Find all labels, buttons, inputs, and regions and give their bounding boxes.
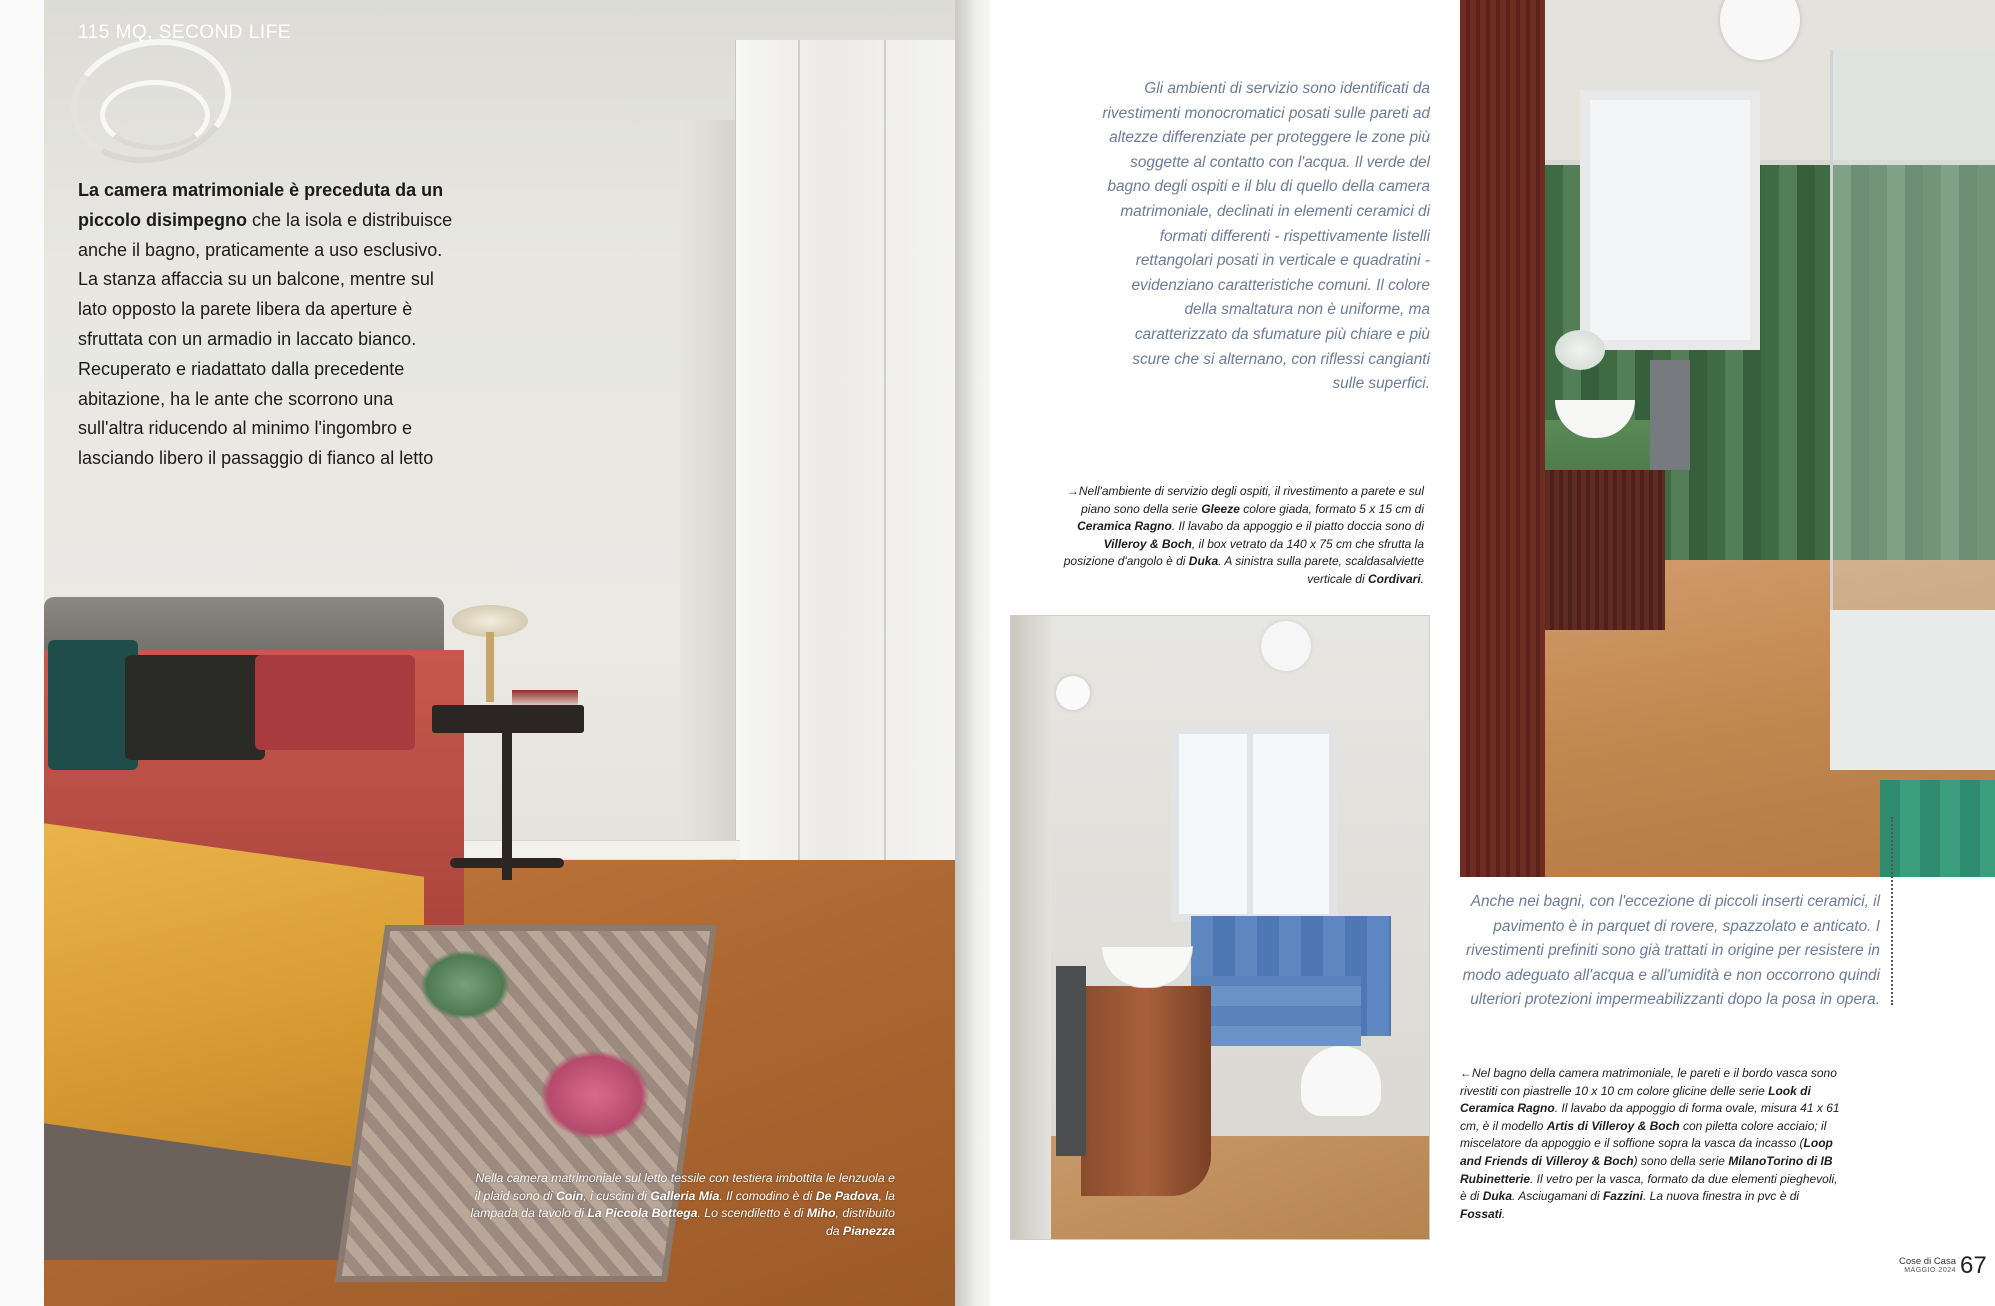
caption-text: Nell'ambiente di servizio degli ospiti, il rivestimento a parete e sul piano sono della serie	[1078, 484, 1424, 516]
caption-text: . La nuova finestra in pvc è di	[1642, 1189, 1800, 1204]
intro-bold-lead: La camera matrimoniale è preceduta da un piccolo disimpegno	[78, 180, 444, 230]
caption-brand: Galleria Mia	[650, 1188, 720, 1203]
door-frame	[1011, 616, 1051, 1239]
caption-brand: Gleeze	[1201, 501, 1240, 516]
table-lamp-stem	[486, 632, 494, 702]
nightstand-top	[432, 705, 584, 733]
pull-quote: Gli ambienti di servizio sono identificati da rivestimenti monocromatici posati sulle pareti ad altezze differenziate per proteggere le zone più soggette al contatto con l'acqua. Il verde del bagno degli ospiti e il blu di quello della camera matrimoniale, declinati in elementi ceramici di formati differenti - rispettivamente listelli rettangolari posati in verticale e quadratini - evidenziano caratteristiche comuni. Il colore della smaltatura non è uniforme, ma caratterizzato da sfumature più chiare e più scure che si alternano, con riflessi cangianti sulle superfici.	[1102, 80, 1430, 393]
caption-brand: MilanoTorino di IB Rubinetterie	[1460, 1153, 1833, 1186]
wood-slat-partition	[1460, 0, 1545, 877]
green-floor-inserts	[1880, 780, 1995, 877]
nightstand-foot	[450, 858, 564, 868]
caption-text: . Il lavabo da appoggio e il piatto doccia sono di	[1171, 519, 1424, 534]
issue-date: MAGGIO 2024	[1904, 1267, 1956, 1274]
caption-brand: Villeroy & Boch	[1103, 536, 1192, 551]
caption-brand: Loop and Friends di Villeroy & Boch	[1460, 1136, 1833, 1168]
towel-image	[1056, 966, 1086, 1156]
caption-text: . Asciugamani di	[1512, 1189, 1603, 1204]
caption-brand: La Piccola Bottega	[587, 1206, 698, 1220]
caption-brand: De Padova	[815, 1188, 879, 1203]
window-image	[1171, 726, 1337, 922]
wall-corner	[680, 120, 740, 880]
ceiling-lamp-ring	[100, 80, 210, 150]
section-title: 115 MQ, SECOND LIFE	[78, 22, 291, 43]
caption-brand: Pianezza	[843, 1223, 895, 1238]
floor-caption: Anche nei bagni, con l'eccezione di piccoli inserti ceramici, il pavimento è in parquet di rovere, spazzolato e anticato. I rivestimenti prefiniti sono già trattati in origine per resistere in modo adeguato all'acqua e all'umidità e non occorrono quindi ulteriori protezioni impermeabilizzanti dopo la posa in opera.	[1462, 893, 1880, 1009]
caption-text: , il box vetrato da 140 x 75 cm che sfrutta la posizione d'angolo è di	[1063, 536, 1424, 569]
caption-brand: Miho	[806, 1206, 836, 1220]
caption-brand: Coin	[555, 1188, 584, 1203]
caption-text: , distribuito da	[825, 1206, 895, 1238]
flowers-image	[1555, 330, 1605, 370]
wardrobe-door-seam	[798, 40, 800, 960]
caption-brand: Duka	[1188, 554, 1219, 569]
wood-vanity	[1081, 986, 1211, 1196]
caption-text: ) sono della serie	[1633, 1153, 1729, 1168]
caption-brand: Duka	[1482, 1189, 1513, 1204]
master-bath-caption	[1460, 1065, 1840, 1223]
caption-text: . A sinistra sulla parete, scaldasalviette verticale di	[1218, 554, 1424, 586]
caption-text: .	[1502, 1206, 1506, 1221]
magazine-name: Cose di Casa	[1898, 1256, 1956, 1267]
shower-tray	[1830, 610, 1995, 770]
wardrobe-image	[735, 40, 955, 960]
oval-basin	[1101, 946, 1193, 988]
pillow-red	[255, 655, 415, 750]
blue-tiles-bath	[1191, 976, 1361, 1046]
caption-brand: Fazzini	[1602, 1189, 1643, 1204]
caption-brand: Artis di Villeroy & Boch	[1546, 1118, 1680, 1133]
guest-bath-caption	[1060, 483, 1424, 589]
window-image	[1580, 90, 1760, 350]
globe-lamp	[1261, 621, 1311, 671]
rug-flower	[540, 1050, 650, 1140]
master-bathroom-photo	[1010, 615, 1430, 1240]
caption-text: , i cuscini di	[583, 1188, 651, 1203]
caption-brand: Fossati	[1460, 1206, 1503, 1221]
wardrobe-door-seam	[884, 40, 886, 960]
arrow-right-icon: →	[1066, 484, 1079, 498]
globe-lamp	[1056, 676, 1090, 710]
skirting-board	[440, 840, 740, 859]
caption-text: Nel bagno della camera matrimoniale, le pareti e il bordo vasca sono rivestiti con piastrelle 10 x 10 cm colore glicine delle serie	[1460, 1066, 1837, 1098]
bedroom-caption	[470, 1170, 895, 1240]
toilet-image	[1301, 1046, 1381, 1116]
dotted-rule	[1891, 817, 1893, 1005]
caption-brand: Look di Ceramica Ragno	[1460, 1083, 1811, 1116]
caption-text: con piletta colore acciaio; il miscelatore da appoggio e il soffione sopra la vasca da incasso (	[1460, 1118, 1827, 1151]
caption-text: . Il vetro per la vasca, formato da due elementi pieghevoli, è di	[1460, 1171, 1838, 1204]
arrow-left-icon: ←	[1460, 1066, 1472, 1080]
page-number: 67	[1960, 1252, 1987, 1279]
footer-masthead	[1876, 1256, 1956, 1274]
caption-brand: Ceramica Ragno	[1077, 519, 1172, 534]
caption-text: Nella camera matrimoniale sul letto tessile con testiera imbottita le lenzuola e il plaid sono di	[474, 1171, 895, 1203]
left-page	[0, 0, 955, 1306]
intro-paragraph	[78, 176, 458, 474]
caption-text: , la lampada da tavolo di	[470, 1188, 895, 1220]
caption-text: . Il lavabo da appoggio di forma ovale, misura 41 x 61 cm, è il modello	[1460, 1101, 1840, 1133]
caption-text: . Il comodino è di	[719, 1188, 816, 1203]
caption-brand: Cordivari	[1367, 571, 1421, 586]
page-margin	[0, 0, 44, 1306]
towel-image	[1650, 360, 1690, 470]
caption-text: .	[1420, 571, 1424, 586]
caption-text: . Lo scendiletto è di	[697, 1206, 807, 1220]
pillow-dark	[125, 655, 265, 760]
wood-cabinet	[1545, 470, 1665, 630]
guest-bathroom-photo	[1460, 0, 1995, 877]
intro-body: che la isola e distribuisce anche il bagno, praticamente a uso esclusivo. La stanza affaccia su un balcone, mentre sul lato opposto la parete libera da aperture è sfruttata con un armadio in laccato bianco. Recuperato e riadattato dalla precedente abitazione, ha le ante che scorrono una sull'altra riducendo al minimo l'ingombro e lasciando libero il passaggio di fianco al letto	[78, 209, 453, 469]
caption-text: colore giada, formato 5 x 15 cm di	[1239, 501, 1424, 516]
rug-flower	[420, 950, 510, 1020]
